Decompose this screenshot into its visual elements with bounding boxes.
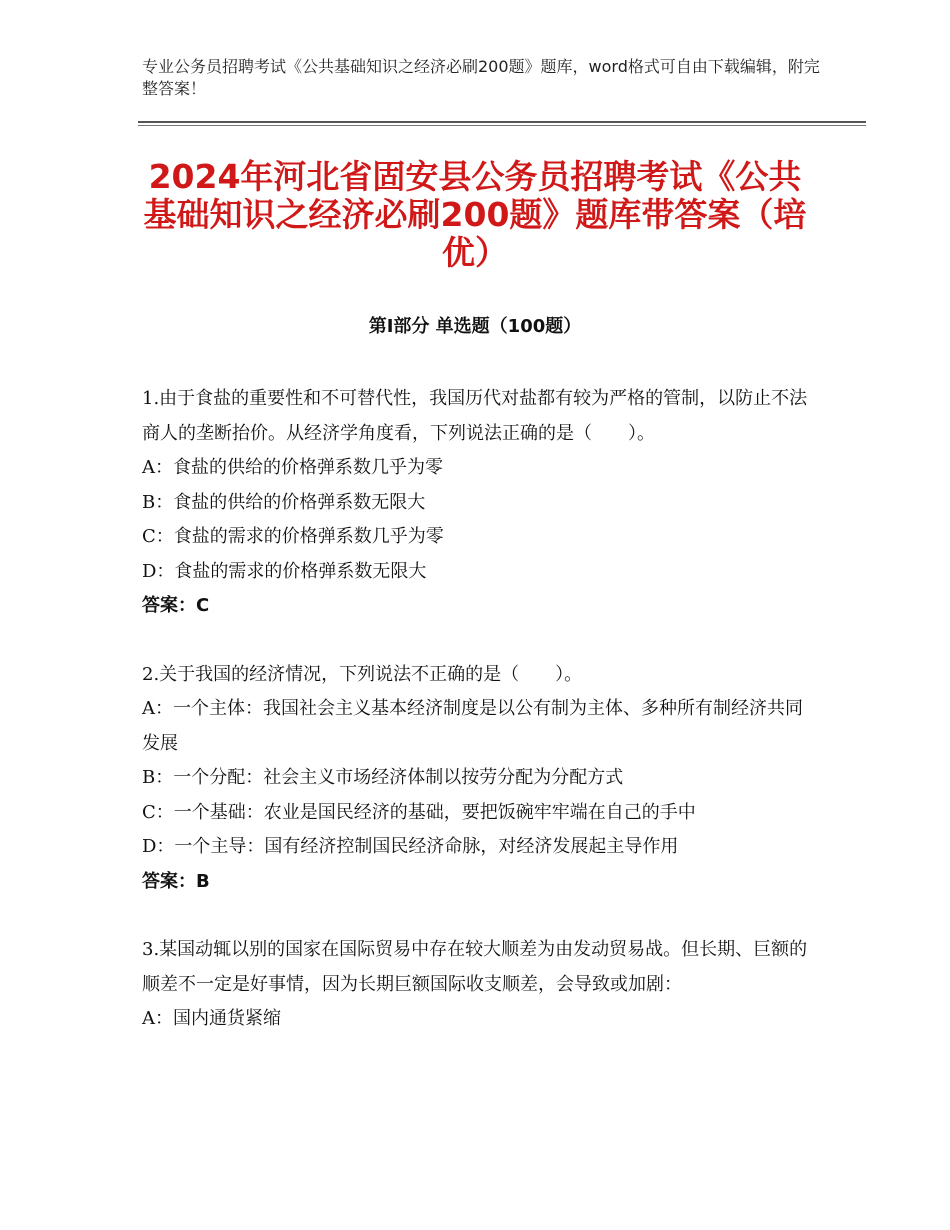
header-note: 专业公务员招聘考试《公共基础知识之经济必刷200题》题库，word格式可自由下载编辑，附完整答案！ <box>142 57 820 98</box>
option-c: C：一个基础：农业是国民经济的基础，要把饭碗牢牢端在自己的手中 <box>142 801 696 823</box>
header-divider-thin <box>138 125 866 126</box>
question-text: 3.某国动辄以别的国家在国际贸易中存在较大顺差为由发动贸易战。但长期、巨额的顺差不一定是好事情，因为长期巨额国际收支顺差，会导致或加剧： <box>142 939 808 995</box>
document-title: 2024年河北省固安县公务员招聘考试《公共基础知识之经济必刷200题》题库带答案（培优） <box>143 157 807 272</box>
question-text: 2.关于我国的经济情况，下列说法不正确的是（ ）。 <box>142 663 583 685</box>
option-d: D：一个主导：国有经济控制国民经济命脉，对经济发展起主导作用 <box>142 836 679 857</box>
option-a: A：国内通货紧缩 <box>142 1008 281 1029</box>
question-text: 1.由于食盐的重要性和不可替代性，我国历代对盐都有较为严格的管制，以防止不法商人的垄断抬价。从经济学角度看，下列说法正确的是（ ）。 <box>142 388 808 444</box>
question-list <box>142 382 812 1071</box>
option-b: B：食盐的供给的价格弹系数无限大 <box>142 491 426 513</box>
header-divider-thick <box>138 121 866 123</box>
section-heading: 第Ⅰ部分 单选题（100题） <box>368 316 582 337</box>
option-a: A：食盐的供给的价格弹系数几乎为零 <box>142 457 443 478</box>
option-c: C：食盐的需求的价格弹系数几乎为零 <box>142 526 444 547</box>
question-3 <box>142 933 812 1037</box>
question-1 <box>142 382 812 624</box>
question-2 <box>142 658 812 900</box>
answer-line: 答案：B <box>142 870 210 892</box>
answer-line: 答案：C <box>142 595 210 616</box>
option-b: B：一个分配：社会主义市场经济体制以按劳分配为分配方式 <box>142 767 624 788</box>
option-d: D：食盐的需求的价格弹系数无限大 <box>142 560 427 582</box>
option-a: A：一个主体：我国社会主义基本经济制度是以公有制为主体、多种所有制经济共同发展 <box>142 698 803 754</box>
